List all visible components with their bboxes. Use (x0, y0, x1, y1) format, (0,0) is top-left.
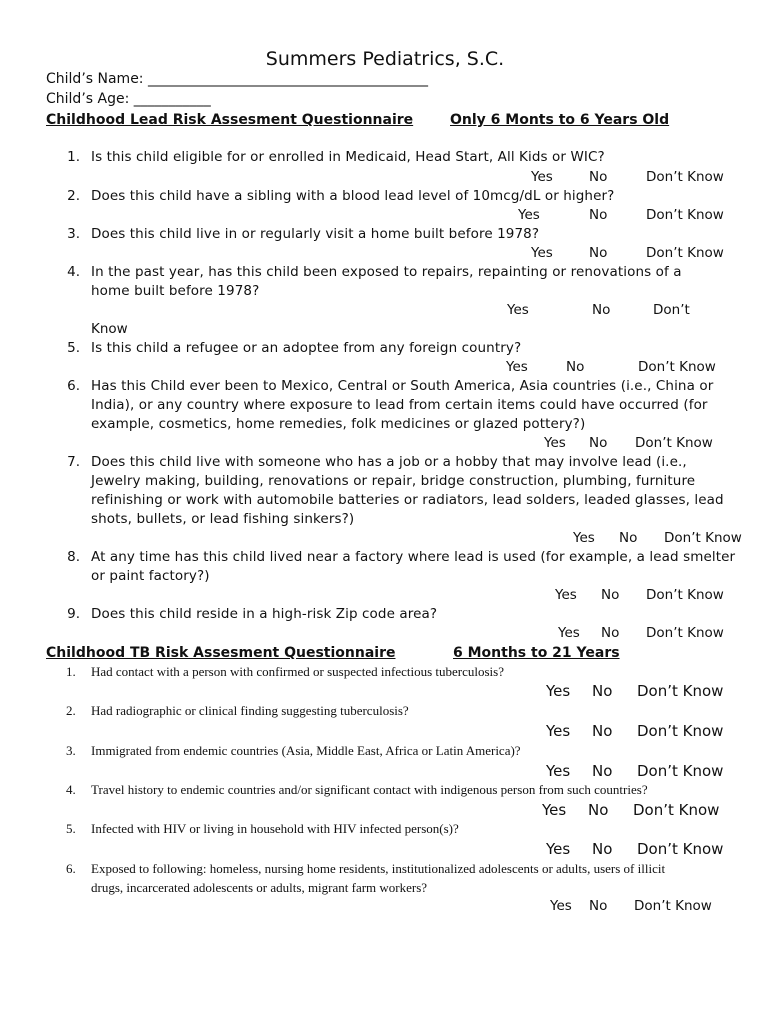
dont-know-option[interactable]: Don’t Know (646, 169, 724, 185)
question-text: shots, bullets, or lead fishing sinkers?) (91, 511, 355, 527)
question-text: Does this child reside in a high-risk Zip code area? (91, 606, 438, 622)
question-text: Does this child live with someone who has a job or a hobby that may involve lead (i.e., (91, 454, 687, 470)
no-option[interactable]: No (592, 722, 613, 740)
no-option[interactable]: No (588, 801, 609, 819)
dont-know-option[interactable]: Don’t Know (646, 207, 724, 223)
question-text: At any time has this child lived near a factory where lead is used (for example, a lead smelter (91, 549, 736, 565)
question-number: 6. (66, 861, 76, 876)
dont-know-option[interactable]: Don’t (653, 302, 690, 318)
question-text: example, cosmetics, home remedies, folk medicines or glazed pottery?) (91, 416, 586, 432)
no-option[interactable]: No (589, 435, 608, 451)
question-text: Exposed to following: homeless, nursing home residents, institutionalized adolescents or adults, users of illicit (91, 861, 666, 876)
dont-know-option[interactable]: Don’t Know (638, 359, 716, 375)
no-option[interactable]: No (589, 207, 608, 223)
question-text: Immigrated from endemic countries (Asia, Middle East, Africa or Latin America)? (91, 743, 521, 758)
no-option[interactable]: No (589, 898, 608, 914)
yes-option[interactable]: Yes (546, 840, 571, 858)
yes-option[interactable]: Yes (531, 169, 553, 185)
dont-know-option-wrap[interactable]: Know (91, 321, 128, 337)
yes-option[interactable]: Yes (546, 682, 571, 700)
no-option[interactable]: No (566, 359, 585, 375)
dont-know-option[interactable]: Don’t Know (634, 898, 712, 914)
question-text: home built before 1978? (91, 283, 260, 299)
question-number: 2. (66, 703, 76, 718)
question-number: 4. (67, 264, 80, 280)
lead-section-heading: Childhood Lead Risk Assesment Questionnaire (46, 112, 414, 128)
lead-age-range: Only 6 Monts to 6 Years Old (450, 112, 670, 128)
dont-know-option[interactable]: Don’t Know (637, 722, 724, 740)
yes-option[interactable]: Yes (506, 359, 528, 375)
question-text: Had radiographic or clinical finding suggesting tuberculosis? (91, 703, 409, 718)
yes-option[interactable]: Yes (544, 435, 566, 451)
tb-age-range: 6 Months to 21 Years (453, 645, 620, 661)
question-text: Has this Child ever been to Mexico, Central or South America, Asia countries (i.e., China or (91, 378, 714, 394)
tb-section-heading: Childhood TB Risk Assesment Questionnaire (46, 645, 396, 661)
no-option[interactable]: No (589, 245, 608, 261)
question-text: refinishing or work with automobile batteries or radiators, lead solders, leaded glasses, lead (91, 492, 724, 508)
yes-option[interactable]: Yes (531, 245, 553, 261)
dont-know-option[interactable]: Don’t Know (646, 245, 724, 261)
yes-option[interactable]: Yes (555, 587, 577, 603)
no-option[interactable]: No (592, 682, 613, 700)
question-number: 8. (67, 549, 80, 565)
question-number: 2. (67, 188, 80, 204)
question-text: India), or any country where exposure to lead from certain items could have occurred (for (91, 397, 708, 413)
question-number: 5. (67, 340, 80, 356)
dont-know-option[interactable]: Don’t Know (637, 682, 724, 700)
dont-know-option[interactable]: Don’t Know (664, 530, 742, 546)
question-number: 7. (67, 454, 80, 470)
question-number: 5. (66, 821, 76, 836)
question-number: 6. (67, 378, 80, 394)
question-text: or paint factory?) (91, 568, 210, 584)
yes-option[interactable]: Yes (546, 722, 571, 740)
question-text: Travel history to endemic countries and/or significant contact with indigenous person from such countries? (91, 782, 648, 797)
no-option[interactable]: No (589, 169, 608, 185)
question-number: 1. (67, 149, 80, 165)
question-text: Had contact with a person with confirmed or suspected infectious tuberculosis? (91, 664, 504, 679)
yes-option[interactable]: Yes (542, 801, 567, 819)
yes-option[interactable]: Yes (507, 302, 529, 318)
question-text: Jewelry making, building, renovations or repair, bridge construction, plumbing, furniture (91, 473, 696, 489)
yes-option[interactable]: Yes (518, 207, 540, 223)
page-title: Summers Pediatrics, S.C. (265, 48, 505, 70)
dont-know-option[interactable]: Don’t Know (635, 435, 713, 451)
question-number: 4. (66, 782, 76, 797)
question-text: Is this child a refugee or an adoptee from any foreign country? (91, 340, 522, 356)
no-option[interactable]: No (592, 840, 613, 858)
yes-option[interactable]: Yes (558, 625, 580, 641)
dont-know-option[interactable]: Don’t Know (646, 625, 724, 641)
question-number: 9. (67, 606, 80, 622)
yes-option[interactable]: Yes (546, 762, 571, 780)
yes-option[interactable]: Yes (573, 530, 595, 546)
question-text: Does this child have a sibling with a blood lead level of 10mcg/dL or higher? (91, 188, 615, 204)
dont-know-option[interactable]: Don’t Know (633, 801, 720, 819)
child-age-field[interactable]: Child’s Age: ___________ (46, 91, 211, 107)
question-text: In the past year, has this child been exposed to repairs, repainting or renovations of a (91, 264, 682, 280)
no-option[interactable]: No (592, 302, 611, 318)
no-option[interactable]: No (601, 587, 620, 603)
dont-know-option[interactable]: Don’t Know (646, 587, 724, 603)
question-text: Does this child live in or regularly visit a home built before 1978? (91, 226, 540, 242)
no-option[interactable]: No (592, 762, 613, 780)
no-option[interactable]: No (601, 625, 620, 641)
question-text: Is this child eligible for or enrolled in Medicaid, Head Start, All Kids or WIC? (91, 149, 605, 165)
question-number: 3. (66, 743, 76, 758)
dont-know-option[interactable]: Don’t Know (637, 840, 724, 858)
question-text: drugs, incarcerated adolescents or adults, migrant farm workers? (91, 880, 428, 895)
yes-option[interactable]: Yes (550, 898, 572, 914)
no-option[interactable]: No (619, 530, 638, 546)
child-name-field[interactable]: Child’s Name: ________________________________________ (46, 71, 428, 87)
question-text: Infected with HIV or living in household with HIV infected person(s)? (91, 821, 459, 836)
question-number: 1. (66, 664, 76, 679)
question-number: 3. (67, 226, 80, 242)
dont-know-option[interactable]: Don’t Know (637, 762, 724, 780)
